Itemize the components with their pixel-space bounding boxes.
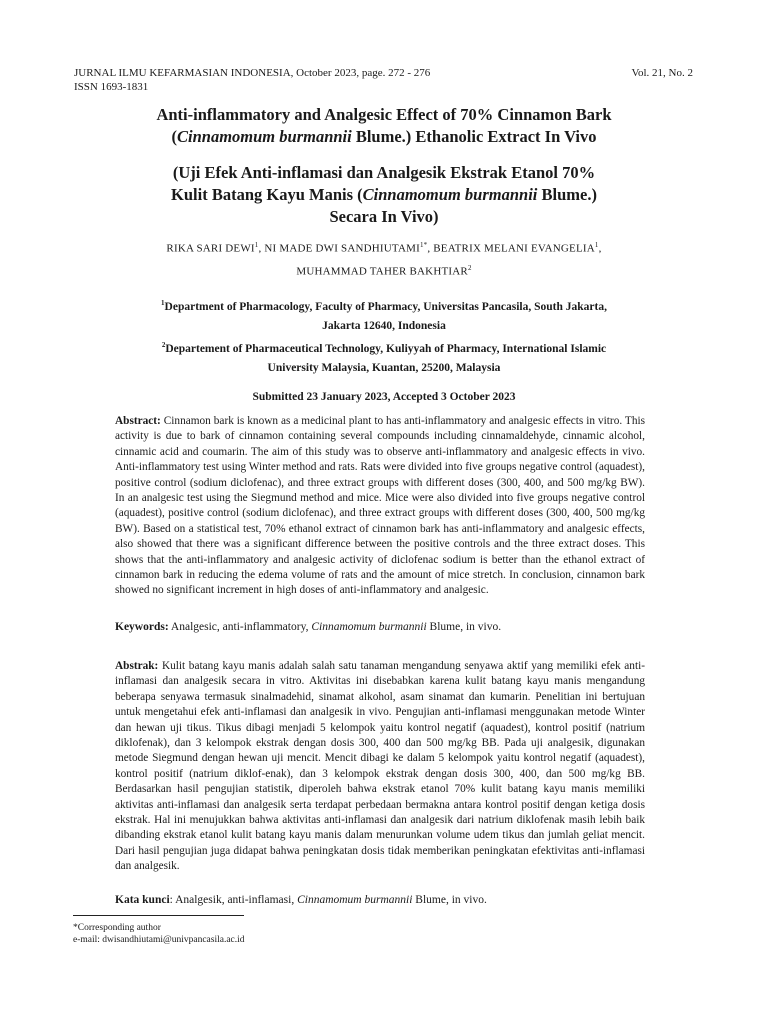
affiliation-1-line1: Department of Pharmacology, Faculty of Pharmacy, Universitas Pancasila, South Jakarta,	[164, 300, 607, 313]
affiliation-1-sup: 1	[161, 299, 165, 307]
footnote-divider	[73, 915, 244, 916]
title-id-line3: Secara In Vivo)	[329, 207, 439, 226]
abstrak-text: Kulit batang kayu manis adalah salah satu tanaman mengandung senyawa aktif yang memiliki efek anti-inflamasi dan analgesik secara in vitro. Aktivitas ini disebabkan karena kulit batang kayu manis mengandung beberapa senyawa termasuk sinalmadehid, sinamat alkohol, asam sinamat dan kumarin. Penelitian ini bertujuan untuk mengetahui efek anti-inflamasi dan analgesik in vivo. Pengujian anti-inflamasi menggunakan metode Winter dan hewan uji tikus. Tikus dibagi menjadi 5 kelompok yaitu kontrol negatif (aquadest), kontrol positif (natrium diklofenak), dan 3 kelompok ekstrak dengan dosis 300, 400 dan 500 mg/kg BB. Pada uji analgesik, digunakan metode Siegmund dengan hewan uji mencit. Mencit dibagi ke dalam 5 kelompok yaitu kontrol negatif (aquadest), kontrol positif (natrium diklof-enak), dan 3 kelompok ekstrak dengan dosis 300, 400, dan 500 mg/kg BB. Berdasarkan hasil pengujian statistik, diperoleh bahwa ekstrak etanol 70% kulit batang kayu manis memiliki aktivitas anti-inflamasi dan analgesik serta terdapat perbedaan bermakna antara kontrol positif dengan ketiga dosis ekstrak. Hal ini menujukkan bahwa aktivitas anti-inflamasi dan analgesik dari natrium diklofenak masih lebih baik dibanding ekstrak etanol kulit batang kayu manis dalam menurunkan volume udem tikus dan jumlah geliat mencit. Dari hasil pengujian juga didapat bahwa peningkatan dosis tidak memberikan peningkatan efektivitas anti-inflamasi dan analgesik.	[115, 660, 645, 873]
title-id-line2-start: Kulit Batang Kayu Manis (	[171, 185, 363, 204]
affiliation-1-line2: Jakarta 12640, Indonesia	[322, 319, 446, 332]
title-block	[110, 104, 658, 228]
keywords-label: Keywords:	[115, 621, 169, 633]
author-4-sup: 2	[467, 263, 472, 272]
title-en-line1: Anti-inflammatory and Analgesic Effect of 70% Cinnamon Bark	[156, 105, 612, 124]
title-id-line2-end: Blume.)	[537, 185, 597, 204]
abstrak-label: Abstrak:	[115, 660, 159, 672]
keywords	[115, 619, 645, 635]
affiliations	[110, 294, 658, 378]
title-en-open: (	[171, 127, 178, 146]
affiliation-2-line2: University Malaysia, Kuantan, 25200, Malaysia	[267, 361, 501, 374]
kata-kunci-before: : Analgesik, anti-inflamasi,	[169, 894, 298, 906]
abstract-indonesian	[115, 659, 645, 875]
author-4: MUHAMMAD TAHER BAKHTIAR	[296, 265, 468, 278]
author-2-sup: 1*	[419, 241, 428, 249]
keywords-before: Analgesic, anti-inflammatory,	[168, 621, 312, 633]
keywords-after: Blume, in vivo.	[426, 621, 502, 633]
journal-header	[74, 66, 430, 94]
author-2: , NI MADE DWI SANDHIUTAMI	[258, 242, 420, 255]
abstract-english	[115, 414, 645, 599]
title-id-line1: (Uji Efek Anti-inflamasi dan Analgesik Ekstrak Etanol 70%	[172, 163, 596, 182]
kata-kunci	[115, 892, 645, 908]
keywords-species: Cinnamomum burmannii	[311, 621, 427, 633]
author-3: , BEATRIX MELANI EVANGELIA	[427, 242, 595, 255]
title-id-species: Cinnamomum burmannii	[362, 185, 538, 204]
corresponding-author: *Corresponding author	[73, 923, 161, 933]
affiliation-2-sup: 2	[161, 340, 166, 349]
abstract-label: Abstract:	[115, 415, 161, 427]
title-english	[110, 104, 658, 148]
title-indonesian	[110, 162, 658, 228]
issn: ISSN 1693-1831	[74, 81, 149, 93]
volume-issue: Vol. 21, No. 2	[631, 67, 693, 79]
kata-kunci-after: Blume, in vivo.	[412, 894, 487, 906]
author-1-sup: 1	[254, 241, 259, 249]
author-3-sup: 1	[594, 241, 599, 249]
journal-citation: JURNAL ILMU KEFARMASIAN INDONESIA, October 2023, page. 272 - 276	[74, 67, 431, 79]
kata-kunci-label: Kata kunci	[115, 894, 170, 906]
footnote	[73, 922, 245, 946]
abstract-text: Cinnamon bark is known as a medicinal plant to has anti-inflammatory and analgesic effects in vitro. This activity is due to bark of cinnamon containing several compounds including cinnamaldehyde, cinnamic alcohol, cinnamic acid and coumarin. The aim of this study was to observe anti-inflammatory and analgesic effects in vivo. Anti-inflammatory test using Winter method and rats. Rats were divided into five groups negative control (aquadest), positive control (sodium diclofenac), and three extract groups with different doses (300, 400, and 500 mg/kg BW). In an analgesic test using the Siegmund method and mice. Mice were also divided into five groups negative control (aquadest), positive control (sodium diclofenac), and three extract groups with different doses (300, 400, 500 mg/kg BW). Based on a statistical test, 70% ethanol extract of cinnamon bark has anti-inflammatory and analgesic effects, also showed that there was a significant difference between the positive controls and the three extract doses. This shows that the anti-inflammatory and analgesic activity of diclofenac sodium is better than the ethanol extract of cinnamon bark in reducing the edema volume of rats and the amount of mice stretch. In conclusion, cinnamon bark showed no significant increment in high doses of anti-inflammatory and analgesic.	[115, 415, 645, 597]
title-en-rest: Blume.) Ethanolic Extract In Vivo	[351, 127, 597, 146]
affiliation-2-line1: Departement of Pharmaceutical Technology, Kuliyyah of Pharmacy, International Islamic	[165, 342, 607, 355]
author-1: RIKA SARI DEWI	[166, 242, 255, 255]
author-list: RIKA SARI DEWI$^1$, NI MADE DWI $SANDHIUTAMI^{1*}$, BEATRIX MELANI EVANGELIA$^1$, MUHAMMAD TAHER BAKHTIAR$^2$	[166, 241, 602, 278]
author-email: e-mail: dwisandhiutami@univpancasila.ac.id	[73, 935, 245, 945]
submission-dates: Submitted 23 January 2023, Accepted 3 October 2023	[252, 391, 516, 403]
kata-kunci-species: Cinnamomum burmannii	[297, 894, 413, 906]
title-en-species: Cinnamomum burmannii	[177, 127, 352, 146]
